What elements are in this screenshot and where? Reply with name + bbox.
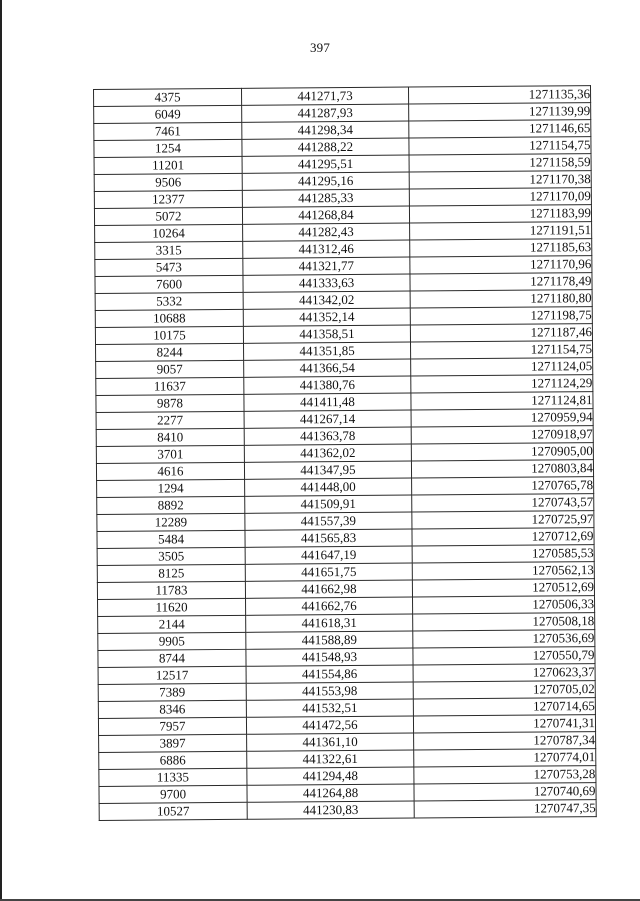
y-coordinate-cell: 1271124,81 xyxy=(411,392,593,410)
point-number-cell: 8346 xyxy=(98,700,246,718)
y-coordinate-cell: 1271183,99 xyxy=(409,205,591,223)
y-coordinate-cell: 1271135,36 xyxy=(408,86,590,104)
point-number-cell: 3897 xyxy=(99,734,247,752)
x-coordinate-cell: 441271,73 xyxy=(241,87,408,105)
y-coordinate-cell: 1270506,33 xyxy=(412,596,594,614)
y-coordinate-cell: 1270787,34 xyxy=(414,732,596,750)
point-number-cell: 10527 xyxy=(99,802,247,820)
y-coordinate-cell: 1271146,65 xyxy=(409,120,591,138)
y-coordinate-cell: 1270705,02 xyxy=(413,681,595,699)
x-coordinate-cell: 441322,61 xyxy=(247,750,414,768)
x-coordinate-cell: 441351,85 xyxy=(244,342,411,360)
point-number-cell: 10264 xyxy=(95,224,243,242)
y-coordinate-cell: 1271180,80 xyxy=(410,290,592,308)
y-coordinate-cell: 1270725,97 xyxy=(412,511,594,529)
point-number-cell: 8244 xyxy=(96,343,244,361)
point-number-cell: 2277 xyxy=(96,411,244,429)
point-number-cell: 4375 xyxy=(94,88,242,106)
y-coordinate-cell: 1271170,96 xyxy=(410,256,592,274)
x-coordinate-cell: 441342,02 xyxy=(243,291,410,309)
point-number-cell: 8744 xyxy=(98,649,246,667)
y-coordinate-cell: 1270803,84 xyxy=(411,460,593,478)
y-coordinate-cell: 1271158,59 xyxy=(409,154,591,172)
point-number-cell: 7389 xyxy=(98,683,246,701)
x-coordinate-cell: 441380,76 xyxy=(244,376,411,394)
y-coordinate-cell: 1270741,31 xyxy=(413,715,595,733)
point-number-cell: 9905 xyxy=(98,632,246,650)
y-coordinate-cell: 1271191,51 xyxy=(410,222,592,240)
point-number-cell: 12289 xyxy=(97,513,245,531)
y-coordinate-cell: 1271185,63 xyxy=(410,239,592,257)
point-number-cell: 10688 xyxy=(95,309,243,327)
point-number-cell: 1254 xyxy=(94,139,242,157)
x-coordinate-cell: 441651,75 xyxy=(245,563,412,581)
x-coordinate-cell: 441557,39 xyxy=(245,512,412,530)
x-coordinate-cell: 441565,83 xyxy=(245,529,412,547)
point-number-cell: 11637 xyxy=(96,377,244,395)
x-coordinate-cell: 441312,46 xyxy=(243,240,410,258)
x-coordinate-cell: 441267,14 xyxy=(244,410,411,428)
x-coordinate-cell: 441294,48 xyxy=(247,767,414,785)
y-coordinate-cell: 1270712,69 xyxy=(412,528,594,546)
x-coordinate-cell: 441352,14 xyxy=(243,308,410,326)
point-number-cell: 9506 xyxy=(94,173,242,191)
x-coordinate-cell: 441288,22 xyxy=(242,138,409,156)
x-coordinate-cell: 441285,33 xyxy=(242,189,409,207)
point-number-cell: 5332 xyxy=(95,292,243,310)
y-coordinate-cell: 1270536,69 xyxy=(413,630,595,648)
x-coordinate-cell: 441532,51 xyxy=(246,699,413,717)
x-coordinate-cell: 441509,91 xyxy=(245,495,412,513)
x-coordinate-cell: 441287,93 xyxy=(242,104,409,122)
x-coordinate-cell: 441362,02 xyxy=(244,444,411,462)
y-coordinate-cell: 1270512,69 xyxy=(412,579,594,597)
x-coordinate-cell: 441295,51 xyxy=(242,155,409,173)
x-coordinate-cell: 441321,77 xyxy=(243,257,410,275)
y-coordinate-cell: 1271170,38 xyxy=(409,171,591,189)
y-coordinate-cell: 1270562,13 xyxy=(412,562,594,580)
point-number-cell: 9057 xyxy=(96,360,244,378)
y-coordinate-cell: 1271187,46 xyxy=(410,324,592,342)
point-number-cell: 11201 xyxy=(94,156,242,174)
point-number-cell: 12517 xyxy=(98,666,246,684)
x-coordinate-cell: 441333,63 xyxy=(243,274,410,292)
y-coordinate-cell: 1270747,35 xyxy=(414,800,596,818)
point-number-cell: 6049 xyxy=(94,105,242,123)
y-coordinate-cell: 1270740,69 xyxy=(414,783,596,801)
point-number-cell: 5473 xyxy=(95,258,243,276)
y-coordinate-cell: 1271139,99 xyxy=(409,103,591,121)
point-number-cell: 5072 xyxy=(94,207,242,225)
x-coordinate-cell: 441472,56 xyxy=(246,716,413,734)
point-number-cell: 8125 xyxy=(97,564,245,582)
point-number-cell: 8892 xyxy=(97,496,245,514)
y-coordinate-cell: 1271124,05 xyxy=(411,358,593,376)
point-number-cell: 1294 xyxy=(97,479,245,497)
point-number-cell: 7957 xyxy=(98,717,246,735)
y-coordinate-cell: 1271154,75 xyxy=(409,137,591,155)
y-coordinate-cell: 1270714,65 xyxy=(413,698,595,716)
x-coordinate-cell: 441366,54 xyxy=(244,359,411,377)
y-coordinate-cell: 1271198,75 xyxy=(410,307,592,325)
x-coordinate-cell: 441588,89 xyxy=(246,631,413,649)
x-coordinate-cell: 441295,16 xyxy=(242,172,409,190)
y-coordinate-cell: 1270918,97 xyxy=(411,426,593,444)
x-coordinate-cell: 441298,34 xyxy=(242,121,409,139)
y-coordinate-cell: 1270550,79 xyxy=(413,647,595,665)
point-number-cell: 6886 xyxy=(99,751,247,769)
point-number-cell: 8410 xyxy=(96,428,244,446)
y-coordinate-cell: 1270743,57 xyxy=(412,494,594,512)
y-coordinate-cell: 1271124,29 xyxy=(411,375,593,393)
point-number-cell: 2144 xyxy=(98,615,246,633)
table-row xyxy=(99,800,596,821)
point-number-cell: 5484 xyxy=(97,530,245,548)
x-coordinate-cell: 441347,95 xyxy=(244,461,411,479)
x-coordinate-cell: 441662,98 xyxy=(245,580,412,598)
x-coordinate-cell: 441361,10 xyxy=(247,733,414,751)
point-number-cell: 4616 xyxy=(96,462,244,480)
y-coordinate-cell: 1270585,53 xyxy=(412,545,594,563)
x-coordinate-cell: 441618,31 xyxy=(246,614,413,632)
coordinates-table xyxy=(93,85,597,821)
point-number-cell: 3315 xyxy=(95,241,243,259)
point-number-cell: 10175 xyxy=(95,326,243,344)
y-coordinate-cell: 1271178,49 xyxy=(410,273,592,291)
x-coordinate-cell: 441554,86 xyxy=(246,665,413,683)
coordinates-table-body xyxy=(94,86,597,821)
x-coordinate-cell: 441268,84 xyxy=(242,206,409,224)
y-coordinate-cell: 1270765,78 xyxy=(412,477,594,495)
x-coordinate-cell: 441548,93 xyxy=(246,648,413,666)
point-number-cell: 3505 xyxy=(97,547,245,565)
y-coordinate-cell: 1270753,28 xyxy=(414,766,596,784)
x-coordinate-cell: 441358,51 xyxy=(243,325,410,343)
y-coordinate-cell: 1270774,01 xyxy=(414,749,596,767)
x-coordinate-cell: 441264,88 xyxy=(247,784,414,802)
y-coordinate-cell: 1270508,18 xyxy=(413,613,595,631)
x-coordinate-cell: 441647,19 xyxy=(245,546,412,564)
point-number-cell: 9700 xyxy=(99,785,247,803)
y-coordinate-cell: 1270959,94 xyxy=(411,409,593,427)
x-coordinate-cell: 441282,43 xyxy=(243,223,410,241)
point-number-cell: 11335 xyxy=(99,768,247,786)
x-coordinate-cell: 441411,48 xyxy=(244,393,411,411)
point-number-cell: 7600 xyxy=(95,275,243,293)
y-coordinate-cell: 1271154,75 xyxy=(410,341,592,359)
y-coordinate-cell: 1270905,00 xyxy=(411,443,593,461)
point-number-cell: 3701 xyxy=(96,445,244,463)
point-number-cell: 7461 xyxy=(94,122,242,140)
scan-left-edge xyxy=(0,0,2,901)
x-coordinate-cell: 441363,78 xyxy=(244,427,411,445)
point-number-cell: 12377 xyxy=(94,190,242,208)
page-number: 397 xyxy=(309,40,331,55)
y-coordinate-cell: 1270623,37 xyxy=(413,664,595,682)
x-coordinate-cell: 441662,76 xyxy=(246,597,413,615)
point-number-cell: 11783 xyxy=(97,581,245,599)
x-coordinate-cell: 441553,98 xyxy=(246,682,413,700)
x-coordinate-cell: 441230,83 xyxy=(247,801,414,819)
y-coordinate-cell: 1271170,09 xyxy=(409,188,591,206)
x-coordinate-cell: 441448,00 xyxy=(245,478,412,496)
point-number-cell: 11620 xyxy=(98,598,246,616)
point-number-cell: 9878 xyxy=(96,394,244,412)
